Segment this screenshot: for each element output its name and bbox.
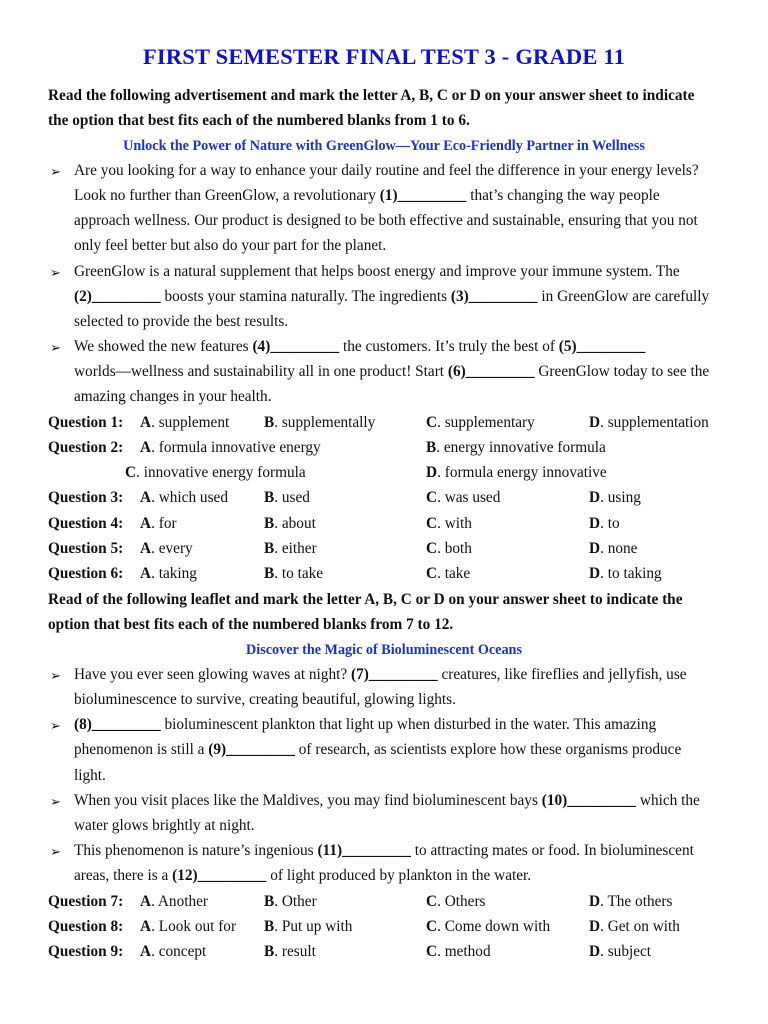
section2-instruction-line-2: option that best fits each of the numbered blanks from 7 to 12. (48, 616, 454, 633)
option-letter: D (589, 539, 601, 557)
passage-text: in GreenGlow are carefully (537, 287, 710, 305)
passage-text: Are you looking for a way to enhance your daily routine and feel the difference in your energy levels? (74, 162, 699, 179)
passage-line (74, 741, 681, 759)
option-letter: D (589, 893, 601, 910)
option-text: take (444, 564, 471, 582)
passage-text: worlds—wellness and sustainability all in one product! Start (74, 363, 448, 381)
numbered-blank: (9)_________ (208, 741, 295, 759)
passage-text: phenomenon is still a (74, 741, 209, 759)
passage-line (74, 187, 660, 205)
option-text: using (607, 489, 641, 507)
option-b: B. energy innovative formula (426, 439, 606, 457)
option-letter: D (426, 464, 438, 482)
passage-text: of light produced by plankton in the water. (266, 867, 532, 885)
question-row (0, 489, 768, 509)
option-letter: D (589, 943, 601, 961)
numbered-blank: (6)_________ (447, 363, 535, 381)
passage-text: creatures, like fireflies and jellyfish, use (437, 666, 687, 683)
option-text: used (281, 489, 310, 507)
numbered-blank: (8)_________ (74, 716, 161, 734)
option-text: formula innovative energy (158, 439, 321, 457)
option-letter: C (426, 539, 438, 557)
option-text: Look out for (158, 918, 237, 936)
question-label: Question 5: (48, 539, 124, 557)
option-d: D. subject (589, 943, 652, 961)
option-letter: A (140, 514, 152, 532)
question-row (0, 565, 768, 585)
passage-text: selected to provide the best results. (74, 312, 289, 330)
option-text: Get on with (607, 918, 680, 936)
option-letter: A (140, 918, 152, 936)
option-b: B. to take (264, 564, 324, 582)
option-d: D. Get on with (589, 918, 680, 936)
option-letter: B (264, 539, 275, 557)
passage-line (74, 288, 709, 306)
passage-text: Have you ever seen glowing waves at night? (74, 666, 351, 683)
option-letter: B (264, 414, 275, 431)
option-text: both (444, 539, 472, 557)
option-letter: C (426, 918, 438, 936)
option-b: B. either (264, 539, 317, 557)
option-letter: C (426, 564, 438, 582)
option-text: supplementation (607, 414, 709, 431)
passage-line (74, 338, 645, 356)
option-letter: A (140, 414, 152, 431)
option-a: A. every (140, 539, 193, 557)
option-letter: B (426, 439, 437, 457)
question-row (0, 439, 768, 482)
bullet-arrow-icon: ➢ (50, 264, 61, 280)
bullet-arrow-icon: ➢ (50, 793, 61, 809)
option-text: to (607, 514, 620, 532)
option-text: supplement (158, 414, 230, 431)
passage-text: to attracting mates or food. In bioluminescent (410, 842, 694, 860)
option-letter: A (140, 943, 152, 961)
passage-text: boosts your stamina naturally. The ingredients (160, 287, 451, 305)
option-text: Another (157, 893, 209, 910)
passage-line (74, 817, 255, 835)
option-text: method (444, 943, 491, 961)
passage-text: We showed the new features (74, 338, 253, 356)
option-letter: C (426, 514, 438, 532)
numbered-blank: (2)_________ (74, 287, 161, 305)
option-b: B. Put up with (264, 918, 353, 936)
passage-text: light. (74, 766, 106, 784)
option-text: formula energy innovative (444, 464, 607, 482)
option-b: B. Other (264, 893, 317, 910)
option-letter: A (140, 489, 152, 507)
option-c: C. with (426, 514, 472, 532)
option-letter: D (589, 564, 601, 582)
option-d: D. to (589, 514, 620, 532)
option-d: D. using (589, 489, 641, 507)
question-row (0, 943, 768, 963)
option-text: about (281, 514, 316, 532)
question-label: Question 1: (48, 414, 124, 431)
passage-line (74, 162, 699, 180)
passage-line (74, 691, 456, 709)
bullet-arrow-icon: ➢ (50, 718, 61, 734)
option-a: A. Another (140, 893, 209, 910)
option-text: which used (158, 489, 228, 507)
option-text: supplementally (281, 414, 376, 431)
option-text: to taking (607, 564, 662, 582)
option-letter: B (264, 918, 275, 936)
question-label: Question 9: (48, 943, 124, 961)
passage-text: bioluminescent plankton that light up when disturbed in the water. This amazing (160, 716, 657, 734)
option-letter: A (140, 439, 152, 457)
passage-text: which the (636, 791, 700, 809)
option-letter: D (589, 489, 601, 507)
option-letter: A (140, 539, 152, 557)
bullet-arrow-icon: ➢ (50, 668, 61, 683)
passage-line (74, 263, 680, 281)
option-text: Come down with (444, 918, 551, 936)
option-letter: D (589, 514, 601, 532)
passage-line (74, 313, 288, 331)
option-letter: B (264, 489, 275, 507)
numbered-blank: (3)_________ (450, 287, 538, 305)
option-letter: A (140, 564, 152, 582)
section2-instruction-line-1: Read of the following leaflet and mark the letter A, B, C or D on your answer sheet to indicate the (48, 591, 683, 608)
numbered-blank: (10)_________ (541, 791, 637, 809)
passage-text: of research, as scientists explore how these organisms produce (294, 741, 682, 759)
option-c: C. innovative energy formula (125, 464, 306, 482)
option-c: C. take (426, 564, 471, 582)
passage-line (74, 867, 531, 885)
section2-heading: Discover the Magic of Bioluminescent Oceans (246, 642, 522, 658)
question-label: Question 3: (48, 489, 124, 507)
question-row (0, 893, 768, 913)
option-text: Others (444, 893, 486, 910)
option-text: Put up with (281, 918, 353, 936)
option-letter: A (140, 893, 152, 910)
option-letter: C (426, 414, 438, 431)
option-letter: B (264, 564, 275, 582)
section1-heading: Unlock the Power of Nature with GreenGlow—Your Eco-Friendly Partner in Wellness (123, 138, 645, 154)
option-text: every (158, 539, 193, 557)
page-title: FIRST SEMESTER FINAL TEST 3 - GRADE 11 (142, 44, 626, 69)
option-letter: D (589, 414, 601, 431)
passage-text: Look no further than GreenGlow, a revolutionary (74, 187, 380, 205)
option-text: result (281, 943, 316, 961)
passage-text: amazing changes in your health. (74, 388, 272, 406)
question-row (0, 515, 768, 535)
passage-text: GreenGlow is a natural supplement that helps boost energy and improve your immune system. The (74, 262, 680, 280)
option-text: The others (607, 893, 673, 910)
option-letter: C (426, 489, 438, 507)
passage-text: GreenGlow today to see the (534, 363, 710, 381)
numbered-blank: (1)_________ (379, 187, 467, 205)
question-label: Question 7: (48, 893, 124, 910)
option-a: A. supplement (140, 414, 230, 431)
option-text: either (281, 539, 317, 557)
bullet-arrow-icon: ➢ (50, 164, 61, 179)
option-letter: C (426, 943, 438, 961)
option-letter: C (125, 464, 137, 482)
option-d: D. The others (589, 893, 673, 910)
option-d: D. to taking (589, 564, 662, 582)
passage-line (74, 363, 709, 381)
option-text: for (158, 514, 177, 532)
option-text: innovative energy formula (143, 464, 306, 482)
option-a: A. formula innovative energy (140, 439, 321, 457)
passage-line (74, 842, 694, 860)
option-b: B. used (264, 489, 310, 507)
option-letter: B (264, 514, 275, 532)
option-letter: B (264, 893, 275, 910)
passage-text: water glows brightly at night. (74, 816, 255, 834)
option-c: C. supplementary (426, 414, 535, 431)
passage-line (74, 212, 698, 230)
option-b: B. result (264, 943, 316, 961)
option-text: concept (158, 943, 207, 961)
option-c: C. was used (426, 489, 501, 507)
numbered-blank: (12)_________ (172, 867, 267, 885)
option-text: subject (607, 943, 652, 961)
option-text: supplementary (444, 414, 535, 431)
section1-instruction-line-2: the option that best fits each of the numbered blanks from 1 to 6. (48, 112, 470, 129)
bullet-arrow-icon: ➢ (50, 340, 61, 356)
passage-text: areas, there is a (74, 867, 173, 885)
option-letter: C (426, 893, 438, 910)
question-label: Question 4: (48, 514, 124, 532)
passage-text: only feel better but also do your part for the planet. (74, 237, 387, 255)
passage-text: bioluminescence to survive, creating beautiful, glowing lights. (74, 691, 456, 709)
option-a: A. concept (140, 943, 207, 961)
option-a: A. for (140, 514, 177, 532)
option-text: taking (158, 564, 197, 582)
question-row (0, 414, 768, 434)
passage-text: approach wellness. Our product is designed to be both effective and sustainable, ensuring that you not (74, 212, 698, 230)
option-text: was used (444, 489, 501, 507)
question-label: Question 2: (48, 439, 124, 457)
option-letter: B (264, 943, 275, 961)
option-text: none (607, 539, 638, 557)
passage-text: When you visit places like the Maldives, you may find bioluminescent bays (74, 791, 542, 809)
option-text: with (444, 514, 472, 532)
section1-instruction-line-1: Read the following advertisement and mark the letter A, B, C or D on your answer sheet to indicate (48, 87, 695, 104)
numbered-blank: (4)_________ (252, 338, 340, 356)
option-a: A. Look out for (140, 918, 237, 936)
passage-line (74, 767, 106, 785)
option-text: to take (281, 564, 324, 582)
passage-line (74, 792, 700, 810)
option-letter: D (589, 918, 601, 936)
option-d: D. none (589, 539, 638, 557)
passage-text: that’s changing the way people (466, 187, 660, 205)
option-text: Other (281, 893, 317, 910)
question-row (0, 540, 768, 560)
numbered-blank: (7)_________ (350, 666, 438, 683)
numbered-blank: (11)_________ (317, 842, 411, 860)
option-d: D. formula energy innovative (426, 464, 607, 482)
question-label: Question 6: (48, 564, 124, 582)
bullet-arrow-icon: ➢ (50, 844, 61, 860)
passage-text: This phenomenon is nature’s ingenious (74, 842, 318, 860)
option-a: A. taking (140, 564, 197, 582)
option-d: D. supplementation (589, 414, 709, 431)
option-a: A. which used (140, 489, 228, 507)
passage-text: the customers. It’s truly the best of (339, 338, 559, 356)
passage-line (74, 237, 386, 255)
numbered-blank: (5)_________ (558, 338, 646, 356)
option-b: B. supplementally (264, 414, 376, 431)
option-text: energy innovative formula (443, 439, 606, 457)
option-b: B. about (264, 514, 316, 532)
passage-line (74, 388, 272, 406)
passage-line (74, 666, 687, 684)
passage-line (74, 716, 656, 734)
option-c: C. Come down with (426, 918, 551, 936)
question-row (0, 918, 768, 938)
option-c: C. Others (426, 893, 486, 910)
question-label: Question 8: (48, 918, 124, 936)
option-c: C. both (426, 539, 472, 557)
option-c: C. method (426, 943, 491, 961)
